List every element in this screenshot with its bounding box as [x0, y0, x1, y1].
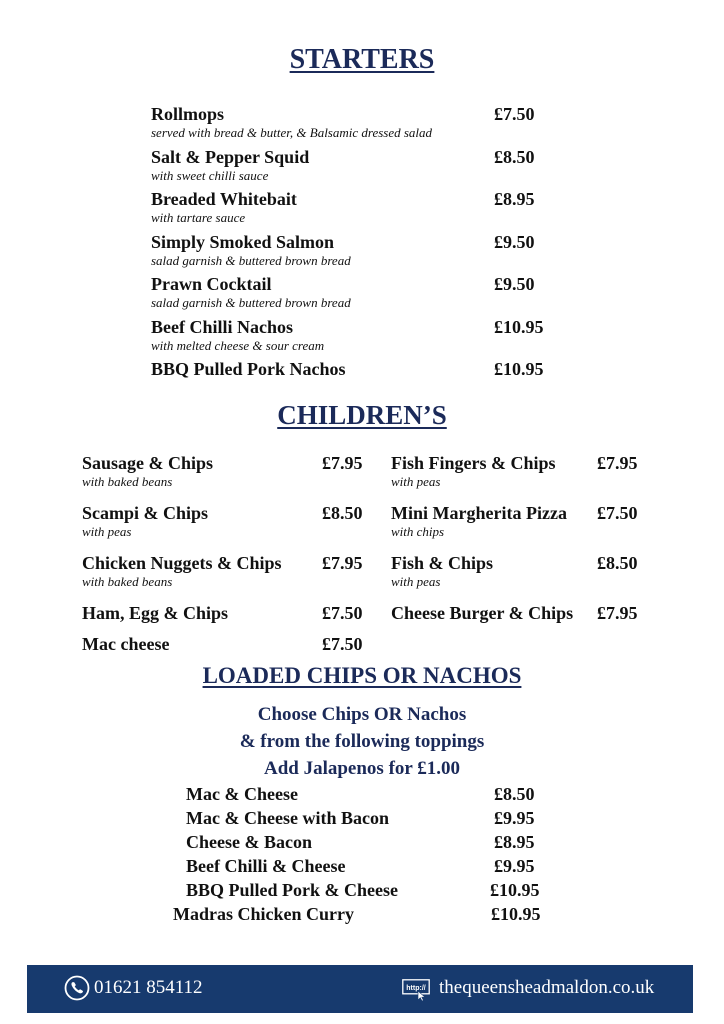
item-name: Simply Smoked Salmon: [151, 232, 335, 252]
item-price: £7.95: [597, 603, 638, 623]
item-price: £7.50: [494, 104, 535, 124]
item-name: Beef Chilli & Cheese: [186, 856, 346, 876]
item-name: Fish & Chips: [391, 553, 494, 573]
loaded-item: [173, 902, 553, 926]
loaded-heading: LOADED CHIPS OR NACHOS: [202, 663, 522, 688]
kids-menu-item: [82, 552, 382, 590]
item-price: £7.95: [597, 453, 638, 473]
item-name: Cheese & Bacon: [186, 832, 312, 852]
item-price: £10.95: [491, 904, 541, 924]
item-description: with peas: [391, 474, 441, 489]
item-price: £8.50: [494, 784, 535, 804]
phone-icon: [64, 975, 90, 1001]
web-icon-label: http://: [406, 985, 426, 992]
item-name: Madras Chicken Curry: [173, 904, 354, 924]
item-name: Chicken Nuggets & Chips: [82, 553, 282, 573]
item-description: with sweet chilli sauce: [151, 168, 269, 183]
loaded-item: [186, 878, 546, 902]
item-name: Sausage & Chips: [82, 453, 214, 473]
menu-item: [151, 146, 571, 184]
item-name: Mini Margherita Pizza: [391, 503, 567, 523]
item-price: £7.50: [322, 603, 363, 623]
item-price: £8.95: [494, 832, 535, 852]
item-name: Breaded Whitebait: [151, 189, 297, 209]
item-price: £7.95: [322, 453, 363, 473]
menu-item: [151, 231, 571, 269]
loaded-intro-line-1: Choose Chips OR Nachos: [257, 704, 467, 725]
kids-menu-item: [82, 452, 382, 490]
item-name: Salt & Pepper Squid: [151, 147, 310, 167]
item-description: with tartare sauce: [151, 210, 246, 225]
item-name: Mac & Cheese: [186, 784, 298, 804]
item-price: £9.50: [494, 274, 535, 294]
website-link[interactable]: thequeensheadmaldon.co.uk: [439, 977, 655, 998]
item-name: Beef Chilli Nachos: [151, 317, 293, 337]
kids-menu-item: [391, 552, 691, 590]
kids-menu-item: [391, 502, 691, 540]
item-name: Mac & Cheese with Bacon: [186, 808, 389, 828]
item-name: Fish Fingers & Chips: [391, 453, 556, 473]
item-price: £9.95: [494, 856, 535, 876]
item-description: with peas: [391, 574, 441, 589]
item-description: salad garnish & buttered brown bread: [151, 253, 351, 268]
menu-item: [151, 188, 571, 226]
menu-item: [151, 273, 571, 311]
item-description: with melted cheese & sour cream: [151, 338, 325, 353]
item-price: £9.50: [494, 232, 535, 252]
footer-bar: [27, 965, 693, 1013]
item-price: £7.50: [597, 503, 638, 523]
item-price: £8.50: [322, 503, 363, 523]
item-price: £10.95: [494, 359, 544, 379]
loaded-intro-line-2: & from the following toppings: [239, 731, 485, 752]
item-price: £10.95: [494, 317, 544, 337]
item-name: Scampi & Chips: [82, 503, 209, 523]
item-name: Prawn Cocktail: [151, 274, 272, 294]
kids-menu-item: [82, 633, 382, 655]
item-description: with baked beans: [82, 474, 173, 489]
item-price: £7.50: [322, 634, 363, 654]
item-name: Mac cheese: [82, 634, 170, 654]
item-price: £7.95: [322, 553, 363, 573]
kids-menu-item: [391, 452, 691, 490]
item-description: with baked beans: [82, 574, 173, 589]
item-name: Ham, Egg & Chips: [82, 603, 229, 623]
item-name: Rollmops: [151, 104, 225, 124]
item-price: £8.50: [494, 147, 535, 167]
starters-heading: STARTERS: [289, 44, 435, 75]
loaded-item: [186, 782, 546, 806]
web-icon: [402, 979, 430, 1001]
item-description: with peas: [82, 524, 132, 539]
childrens-heading: CHILDREN’S: [277, 400, 447, 430]
menu-item: [151, 316, 571, 354]
kids-menu-item: [82, 502, 382, 540]
item-name: BBQ Pulled Pork & Cheese: [186, 880, 398, 900]
loaded-item: [186, 806, 546, 830]
item-price: £9.95: [494, 808, 535, 828]
phone-number[interactable]: 01621 854112: [94, 977, 203, 998]
item-name: Cheese Burger & Chips: [391, 603, 574, 623]
kids-menu-item: [82, 602, 382, 624]
kids-menu-item: [391, 602, 691, 624]
item-description: salad garnish & buttered brown bread: [151, 295, 351, 310]
item-name: BBQ Pulled Pork Nachos: [151, 359, 346, 379]
menu-item: [151, 358, 571, 380]
item-price: £10.95: [490, 880, 540, 900]
loaded-item: [186, 854, 546, 878]
item-price: £8.50: [597, 553, 638, 573]
item-description: with chips: [391, 524, 445, 539]
menu-item: [151, 103, 571, 141]
item-price: £8.95: [494, 189, 535, 209]
loaded-intro-line-3: Add Jalapenos for £1.00: [263, 758, 460, 779]
loaded-item: [186, 830, 546, 854]
item-description: served with bread & butter, & Balsamic dressed salad: [151, 125, 433, 140]
